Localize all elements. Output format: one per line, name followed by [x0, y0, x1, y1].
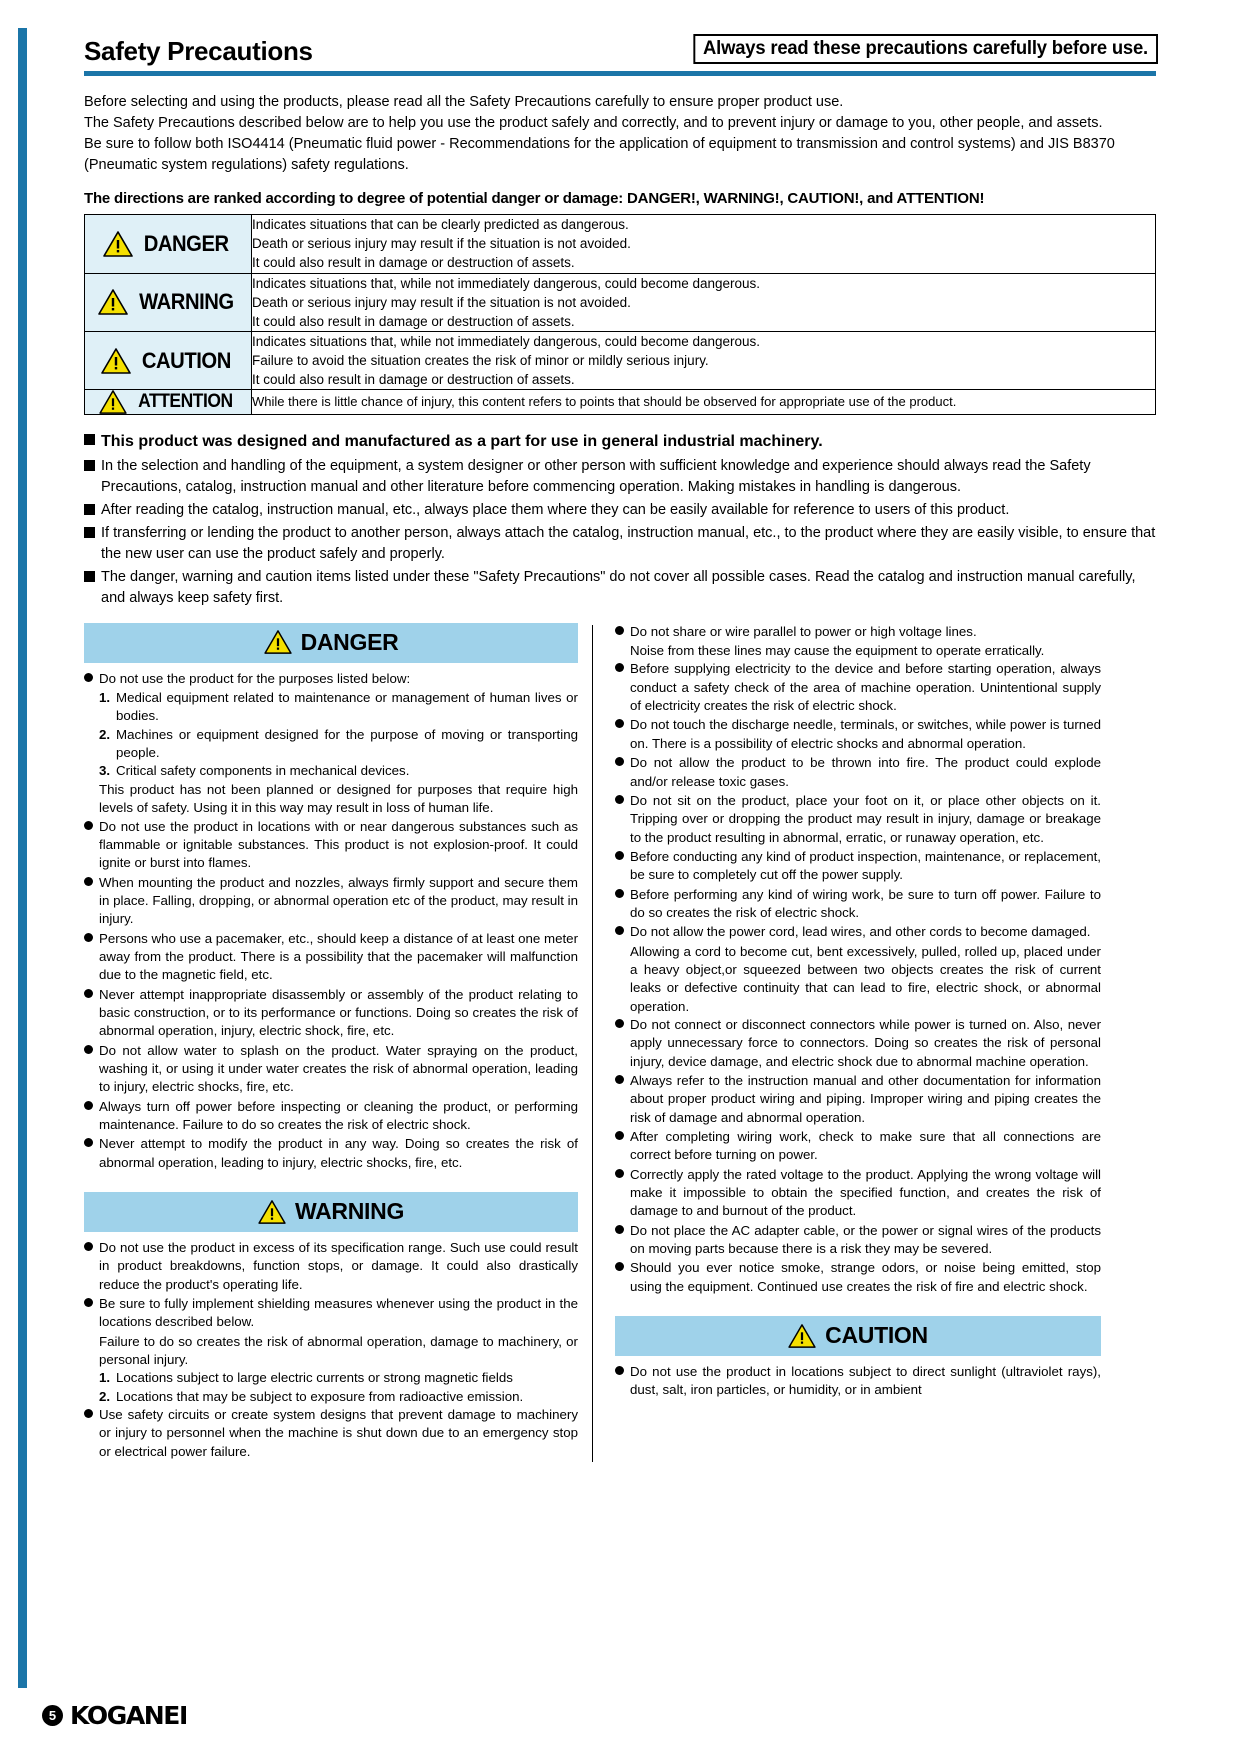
list-item [615, 848, 1101, 885]
item-text: After completing wiring work, check to make sure that all connections are correct before turning on power. [630, 1129, 1101, 1163]
table-row [85, 390, 1156, 415]
level-description-caution [252, 332, 1156, 390]
round-bullet-icon [615, 716, 630, 753]
list-item [615, 716, 1101, 753]
list-item [84, 1135, 578, 1172]
item-text: Locations subject to large electric currents or strong magnetic fields [116, 1370, 513, 1386]
right-column [593, 623, 1101, 1462]
list-item [615, 1166, 1101, 1221]
level-name: WARNING [139, 289, 234, 315]
list-item [99, 726, 578, 763]
list-item [615, 923, 1101, 941]
level-desc-line: Indicates situations that, while not immediately dangerous, could become dangerous. [252, 275, 761, 291]
warning-triangle-icon [98, 289, 128, 315]
list-item [615, 1128, 1101, 1165]
item-text: Do not use the product in excess of its specification range. Such use could result in product breakdowns, function stops, or damage. It could also drastically reduce the product's operating life. [99, 1240, 578, 1292]
list-item [615, 754, 1101, 791]
item-text: Do not allow the product to be thrown into fire. The product could explode and/or release toxic gases. [630, 755, 1101, 789]
list-item [84, 930, 578, 985]
square-bullet-icon [84, 567, 101, 609]
table-row [85, 273, 1156, 331]
warning-section [84, 1192, 578, 1461]
level-desc-line: While there is little chance of injury, this content refers to points that should be observed for appropriate use of the product. [252, 394, 957, 410]
square-bullet-icon [84, 456, 101, 498]
item-text: Medical equipment related to maintenance or management of human lives or bodies. [116, 690, 578, 724]
warning-triangle-icon [99, 390, 127, 414]
item-text: Before supplying electricity to the device and before starting operation, always conduct a safety check of the area of machine operation. Unintentional supply of electricity creates the risk of electric shock. [630, 661, 1101, 714]
list-item [84, 567, 1156, 609]
level-cell-attention [85, 390, 252, 415]
band-label: CAUTION [825, 1322, 928, 1349]
item-text: Never attempt to modify the product in any way. Doing so creates the risk of abnormal operation, leading to injury, electric shocks, fire, etc. [99, 1136, 578, 1170]
level-desc-line: Death or serious injury may result if the situation is not avoided. [252, 236, 631, 252]
list-item [99, 1388, 578, 1406]
item-text: Failure to do so creates the risk of abnormal operation, damage to machinery, or personal injury. [99, 1333, 578, 1368]
level-cell-danger [85, 215, 252, 273]
list-item [84, 1042, 578, 1097]
round-bullet-icon [615, 1128, 630, 1165]
item-text: Do not use the product in locations subject to direct sunlight (ultraviolet rays), dust, salt, iron particles, or humidity, or in ambient [630, 1364, 1101, 1398]
item-text: Always refer to the instruction manual and other documentation for information about proper product wiring and piping. Improper wiring and piping creates the risk of damage and abnormal operation. [630, 1073, 1101, 1125]
item-text: Should you ever notice smoke, strange odors, or noise being emitted, stop using the equipment. Continued use creates the risk of fire and electric shock. [630, 1260, 1101, 1294]
round-bullet-icon [615, 1222, 630, 1259]
item-text: Always turn off power before inspecting or cleaning the product, or performing maintenance. Failure to do so creates the risk of electric shock. [99, 1098, 578, 1133]
item-text: Do not connect or disconnect connectors while power is turned on. Also, never apply unnecessary force to connectors. Doing so creates the risk of personal injury, device damage, and electric shock due to abnormal machine operation. [630, 1016, 1101, 1069]
round-bullet-icon [615, 1166, 630, 1221]
item-text: Do not sit on the product, place your foot on it, or place other objects on it. Tripping over or dropping the product may result in injury, damage or breakage to the product resulting in abnormal, erratic, or runaway operation, etc. [630, 792, 1101, 845]
round-bullet-icon [84, 1406, 99, 1461]
caution-band [615, 1316, 1101, 1356]
level-name: DANGER [144, 230, 229, 256]
warning-triangle-icon [264, 630, 292, 654]
item-number: 2. [99, 726, 111, 742]
intro-line-2: The Safety Precautions described below are to help you use the product safely and correctly, and to prevent injury or damage to you, other people, and assets. [84, 115, 1103, 132]
round-bullet-icon [615, 886, 630, 923]
warning-triangle-icon [101, 348, 131, 374]
round-bullet-icon [615, 1072, 630, 1127]
table-row [85, 215, 1156, 273]
round-bullet-icon [615, 848, 630, 885]
round-bullet-icon [615, 754, 630, 791]
list-item [84, 430, 1156, 453]
item-text: Do not allow water to splash on the product. Water spraying on the product, washing it, or using it under water creates the risk of abnormal operation, leading to injury, electric shocks, fire, etc. [99, 1042, 578, 1095]
item-number: 1. [99, 1370, 111, 1386]
band-label: DANGER [300, 628, 399, 655]
list-item [615, 1072, 1101, 1127]
list-item [99, 689, 578, 726]
general-notes-list [84, 430, 1156, 608]
round-bullet-icon [615, 1016, 630, 1071]
item-text: Use safety circuits or create system designs that prevent damage to machinery or injury to personnel when the machine is shut down due to an emergency stop or electrical power failure. [99, 1407, 578, 1459]
level-desc-line: Indicates situations that, while not immediately dangerous, could become dangerous. [252, 334, 761, 349]
warning-band [84, 1192, 578, 1232]
level-desc-line: It could also result in damage or destruction of assets. [252, 313, 575, 329]
round-bullet-icon [84, 930, 99, 985]
level-description-warning [252, 273, 1156, 331]
list-item [84, 986, 578, 1041]
round-bullet-icon [84, 818, 99, 873]
round-bullet-icon [84, 1098, 99, 1135]
item-text: Before performing any kind of wiring work, be sure to turn off power. Failure to do so creates the risk of electric shock. [630, 886, 1101, 920]
list-item [615, 660, 1101, 715]
general-note-text: After reading the catalog, instruction manual, etc., always place them where they can be easily available for reference to users of this product. [101, 501, 1010, 518]
level-cell-caution [85, 332, 252, 390]
level-desc-line: Failure to avoid the situation creates the risk of minor or mildly serious injury. [252, 353, 709, 369]
table-row [85, 332, 1156, 390]
item-text: Correctly apply the rated voltage to the product. Applying the wrong voltage will make it impossible to obtain the specified function, and creates the risk of damage to and burnout of the product. [630, 1166, 1101, 1219]
level-desc-line: It could also result in damage or destruction of assets. [252, 372, 575, 388]
item-text: Do not place the AC adapter cable, or the power or signal wires of the products on moving parts because there is a risk they may be severed. [630, 1222, 1101, 1257]
caution-section [615, 1316, 1101, 1400]
brand-logo: KOGANEI [70, 1701, 187, 1730]
round-bullet-icon [615, 1259, 630, 1296]
list-item [84, 500, 1156, 521]
round-bullet-icon [84, 1295, 99, 1332]
round-bullet-icon [84, 1042, 99, 1097]
item-text: Do not allow the power cord, lead wires, and other cords to become damaged. [630, 924, 1091, 940]
list-item [615, 1259, 1101, 1296]
level-description-danger [252, 215, 1156, 273]
list-item [99, 1369, 578, 1387]
item-text: Machines or equipment designed for the purpose of moving or transporting people. [116, 726, 578, 761]
warning-triangle-icon [103, 231, 133, 257]
item-text: Persons who use a pacemaker, etc., should keep a distance of at least one meter away from the product. There is a possibility that the pacemaker will malfunction due to the magnetic field, etc. [99, 930, 578, 983]
header-banner: Always read these precautions carefully before use. [694, 34, 1158, 64]
round-bullet-icon [84, 986, 99, 1041]
intro-block [84, 92, 1156, 176]
square-bullet-icon [84, 523, 101, 565]
list-item [84, 456, 1156, 498]
page-header [42, 34, 1198, 64]
level-name: ATTENTION [138, 391, 233, 413]
round-bullet-icon [84, 1135, 99, 1172]
item-text: Never attempt inappropriate disassembly or assembly of the product relating to basic construction, or to its performance or functions. Doing so creates the risk of abnormal operation, injury, electric shock, fire, etc. [99, 986, 578, 1039]
list-item [84, 1239, 578, 1294]
list-item [615, 1016, 1101, 1071]
list-item [615, 1222, 1101, 1259]
page-number: 5 [42, 1705, 63, 1726]
list-item [615, 623, 1101, 641]
list-item [84, 818, 578, 873]
item-text: Before conducting any kind of product inspection, maintenance, or replacement, be sure to completely cut off the power supply. [630, 848, 1101, 883]
page-edge-bar [18, 28, 27, 1688]
level-desc-line: Death or serious injury may result if the situation is not avoided. [252, 294, 631, 310]
list-item [84, 670, 578, 688]
level-desc-line: Indicates situations that can be clearly predicted as dangerous. [252, 217, 629, 233]
list-item [84, 1098, 578, 1135]
round-bullet-icon [84, 1239, 99, 1294]
list-item [615, 792, 1101, 847]
list-item [615, 1363, 1101, 1400]
band-label: WARNING [294, 1198, 405, 1225]
item-text: Critical safety components in mechanical devices. [116, 763, 410, 779]
square-bullet-icon [84, 430, 101, 453]
list-item [84, 1406, 578, 1461]
square-bullet-icon [84, 500, 101, 521]
severity-level-table [84, 214, 1156, 415]
header-rule [84, 71, 1156, 76]
item-text: This product has not been planned or designed for purposes that require high levels of safety. Using it in this way may result in loss of human life. [99, 781, 578, 816]
warning-triangle-icon [788, 1324, 816, 1348]
item-number: 2. [99, 1388, 111, 1404]
intro-line-3: Be sure to follow both ISO4414 (Pneumatic fluid power - Recommendations for the application of equipment to transmission and control systems) and JIS B8370 (Pneumatic system regulations) safety regulations. [84, 136, 1115, 174]
round-bullet-icon [615, 660, 630, 715]
list-item [84, 523, 1156, 565]
level-description-attention [252, 390, 1156, 415]
level-cell-warning [85, 273, 252, 331]
danger-band [84, 623, 578, 663]
round-bullet-icon [615, 792, 630, 847]
item-text: Do not use the product in locations with or near dangerous substances such as flammable or ignitable substances. This product is not explosion-proof. It could ignite or burst into flames. [99, 818, 578, 871]
item-text: Do not share or wire parallel to power or high voltage lines. [630, 623, 977, 639]
item-text: Do not touch the discharge needle, terminals, or switches, while power is turned on. There is a possibility of electric shocks and abnormal operation. [630, 717, 1101, 751]
intro-line-1: Before selecting and using the products, please read all the Safety Precautions carefully to ensure proper product use. [84, 94, 844, 110]
general-note-text: If transferring or lending the product to another person, always attach the catalog, instruction manual, etc., to the product where they are easily visible, to ensure that the new user can use the product safely and properly. [101, 524, 1156, 562]
level-name: CAUTION [142, 347, 231, 373]
item-text: Be sure to fully implement shielding measures whenever using the product in the locations described below. [99, 1296, 578, 1330]
list-item [84, 874, 578, 929]
general-note-text: This product was designed and manufactured as a part for use in general industrial machinery. [101, 433, 823, 451]
item-text: Allowing a cord to become cut, bent excessively, pulled, rolled up, placed under a heavy object,or squeezed between two objects creates the risk of current leaks or defective continuity that can lead to fire, electric shock, or abnormal operation. [630, 943, 1101, 1014]
page-footer [42, 1701, 187, 1730]
item-text: Noise from these lines may cause the equipment to operate erratically. [630, 643, 1045, 659]
left-column [84, 623, 592, 1462]
list-item [615, 886, 1101, 923]
round-bullet-icon [615, 623, 630, 641]
rank-line: The directions are ranked according to degree of potential danger or damage: DANGER!, WARNING!, CAUTION!, and ATTENTION! [84, 190, 985, 208]
round-bullet-icon [615, 1363, 630, 1400]
item-number: 3. [99, 763, 111, 779]
round-bullet-icon [84, 874, 99, 929]
item-text: Do not use the product for the purposes listed below: [99, 670, 411, 686]
item-text: Locations that may be subject to exposure from radioactive emission. [116, 1388, 524, 1404]
general-note-text: In the selection and handling of the equipment, a system designer or other person with sufficient knowledge and experience should always read the Safety Precautions, catalog, instruction manual and other literature before commencing operation. Making mistakes in handling is dangerous. [101, 457, 1091, 495]
item-text: When mounting the product and nozzles, always firmly support and secure them in place. Falling, dropping, or abnormal operation etc of the product, may result in injury. [99, 874, 578, 927]
round-bullet-icon [615, 923, 630, 941]
list-item [84, 1295, 578, 1332]
level-desc-line: It could also result in damage or destruction of assets. [252, 255, 575, 271]
warning-triangle-icon [258, 1200, 286, 1224]
page-title: Safety Precautions [84, 36, 313, 66]
list-item [99, 762, 578, 780]
general-note-text: The danger, warning and caution items listed under these "Safety Precautions" do not cover all possible cases. Read the catalog and instruction manual carefully, and always keep safety first. [101, 568, 1136, 606]
item-number: 1. [99, 690, 111, 706]
round-bullet-icon [84, 670, 99, 688]
two-column-body [84, 623, 1156, 1462]
